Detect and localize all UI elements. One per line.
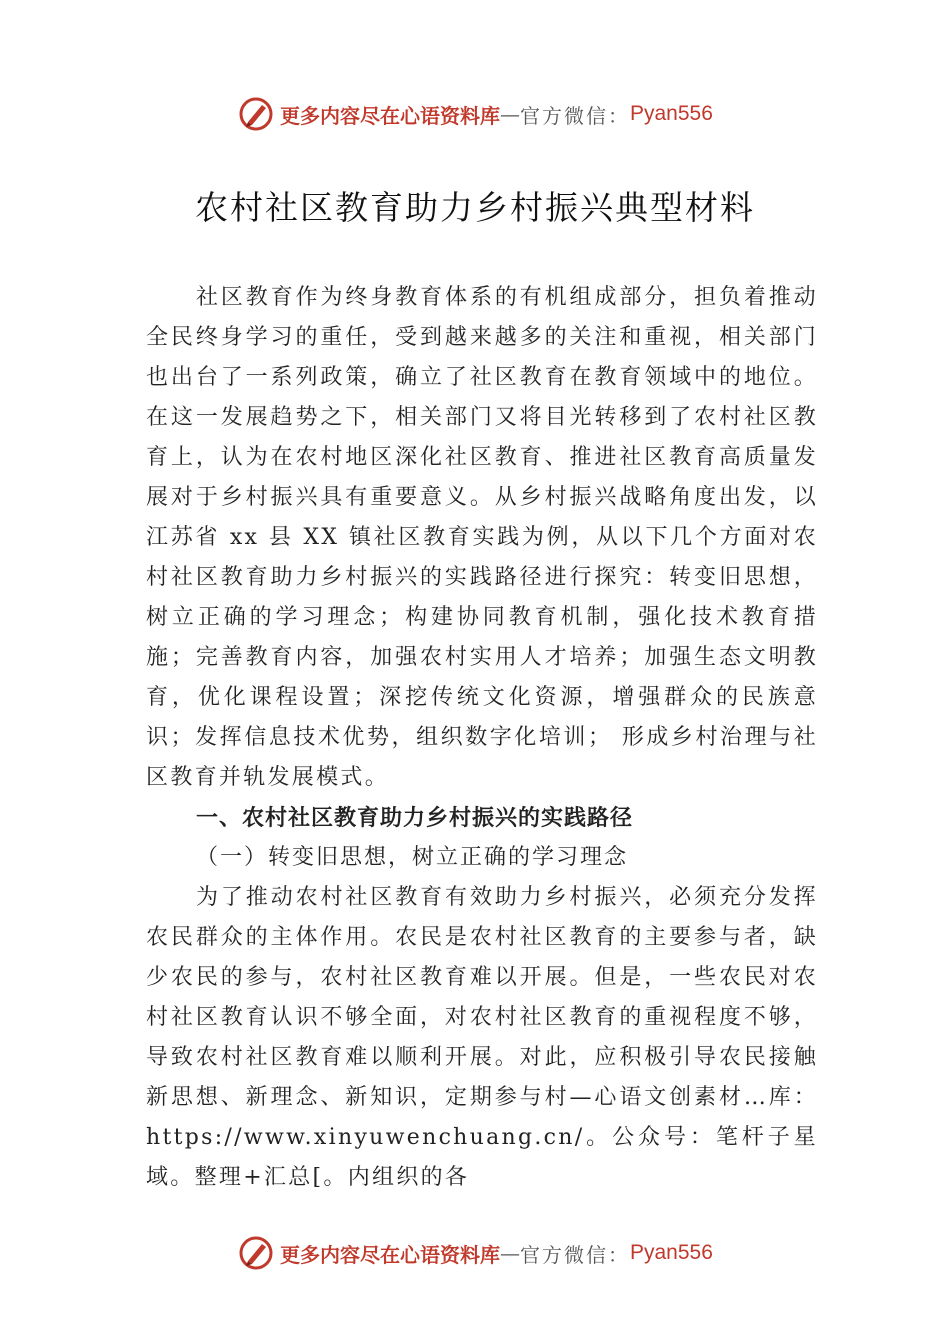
subsection-paragraph: 为了推动农村社区教育有效助力乡村振兴，必须充分发挥农民群众的主体作用。农民是农村社区教育的主要参与者，缺少农民的参与，农村社区教育难以开展。但是，一些农民对农村社区教育认识不够全面，对农村社区教育的重视程度不够，导致农村社区教育难以顺利开展。对此，应积极引导农民接触新思想、新理念、新知识，定期参与村—心语文创素材…库：https://www.xinyuwenchuang.cn/。公众号：笔杆子星域。整理+汇总[。内组织的各 [146,885,818,1190]
banner-wechat-label: 官方微信： [520,103,630,128]
pen-logo-icon [238,96,274,132]
banner-wechat-id: Pyan556 [630,1241,713,1264]
banner-dash: — [500,102,520,126]
header-banner [238,94,713,134]
footer-banner [238,1233,713,1273]
section-heading: 一、农村社区教育助力乡村振兴的实践路径 [196,805,634,830]
subsection-heading: （一）转变旧思想，树立正确的学习理念 [196,845,629,870]
pen-logo-icon [238,1235,274,1271]
banner-library-name: 更多内容尽在心语资料库 [280,103,500,128]
banner-library-name: 更多内容尽在心语资料库 [280,1242,500,1267]
banner-wechat-id: Pyan556 [630,102,713,125]
banner-wechat-label: 官方微信： [520,1242,630,1267]
document-title: 农村社区教育助力乡村振兴典型材料 [195,188,755,227]
intro-paragraph: 社区教育作为终身教育体系的有机组成部分，担负着推动全民终身学习的重任，受到越来越多的关注和重视，相关部门也出台了一系列政策，确立了社区教育在教育领域中的地位。在这一发展趋势之下，相关部门又将目光转移到了农村社区教育上，认为在农村地区深化社区教育、推进社区教育高质量发展对于乡村振兴具有重要意义。从乡村振兴战略角度出发，以江苏省 xx 县 XX 镇社区教育实践为例，从以下几个方面对农村社区教育助力乡村振兴的实践路径进行探究：转变旧思想，树立正确的学习理念；构建协同教育机制，强化技术教育措施；完善教育内容，加强农村实用人才培养；加强生态文明教育，优化课程设置；深挖传统文化资源，增强群众的民族意识；发挥信息技术优势，组织数字化培训； 形成乡村治理与社区教育并轨发展模式。 [146,285,818,790]
banner-dash: — [500,1241,520,1265]
document-body [146,278,818,1198]
